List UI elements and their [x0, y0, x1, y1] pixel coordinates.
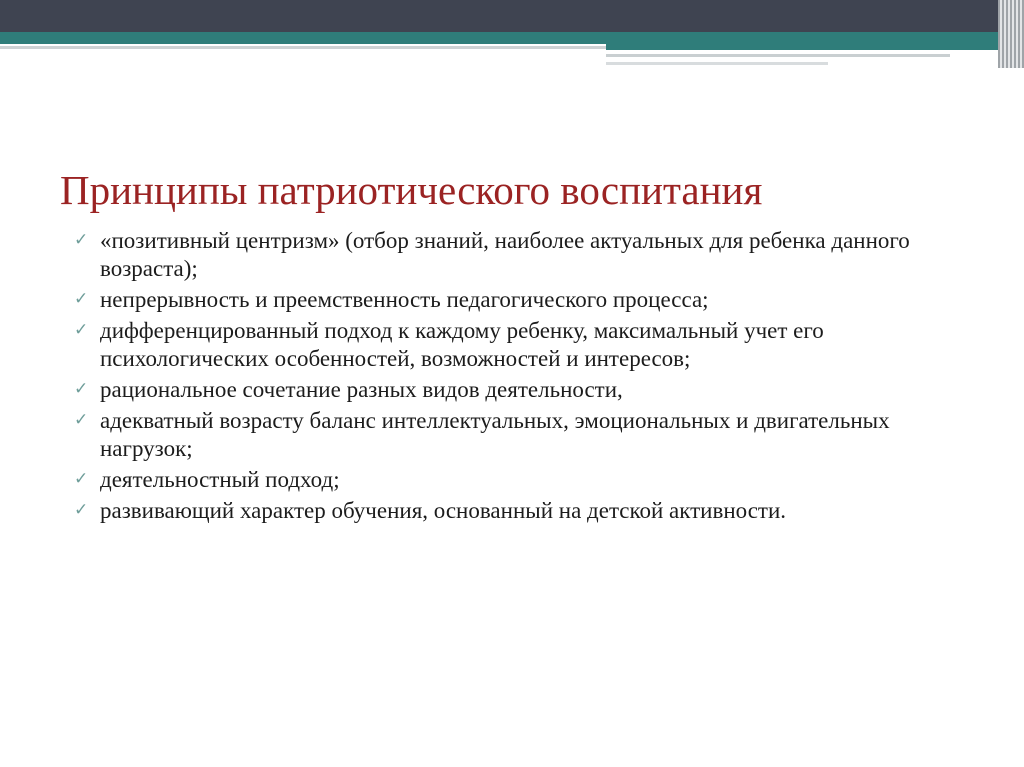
check-icon: ✓ [74, 410, 89, 430]
header-accent-bar [0, 32, 1000, 44]
list-item-text: деятельностный подход; [100, 467, 340, 492]
list-item-text: рациональное сочетание разных видов деятельности, [100, 377, 623, 402]
check-icon: ✓ [74, 500, 89, 520]
list-item-text: развивающий характер обучения, основанный на детской активности. [100, 498, 787, 523]
list-item [74, 286, 974, 314]
list-item-text: непрерывность и преемственность педагогического процесса; [100, 287, 709, 312]
list-item [74, 497, 974, 525]
header-accent-bar-lower [606, 44, 1000, 50]
slide-title: Принципы патриотического воспитания [60, 167, 763, 213]
list-item-text: «позитивный центризм» (отбор знаний, наиболее актуальных для ребенка данного возраста); [100, 228, 910, 281]
check-icon: ✓ [74, 230, 89, 250]
principles-list [74, 227, 974, 528]
header-dark-bar [0, 0, 1024, 32]
check-icon: ✓ [74, 469, 89, 489]
list-item [74, 317, 974, 373]
list-item-text: дифференцированный подход к каждому ребенку, максимальный учет его психологических особенностей, возможностей и интересов; [100, 318, 824, 371]
check-icon: ✓ [74, 289, 89, 309]
list-item [74, 376, 974, 404]
list-item [74, 407, 974, 463]
check-icon: ✓ [74, 379, 89, 399]
list-item [74, 466, 974, 494]
header-rule-3 [606, 62, 828, 65]
header-rule-2 [606, 54, 950, 57]
list-item-text: адекватный возрасту баланс интеллектуальных, эмоциональных и двигательных нагрузок; [100, 408, 890, 461]
header-stripes [998, 0, 1024, 68]
list-item [74, 227, 974, 283]
check-icon: ✓ [74, 320, 89, 340]
header-rule-1 [0, 46, 606, 49]
